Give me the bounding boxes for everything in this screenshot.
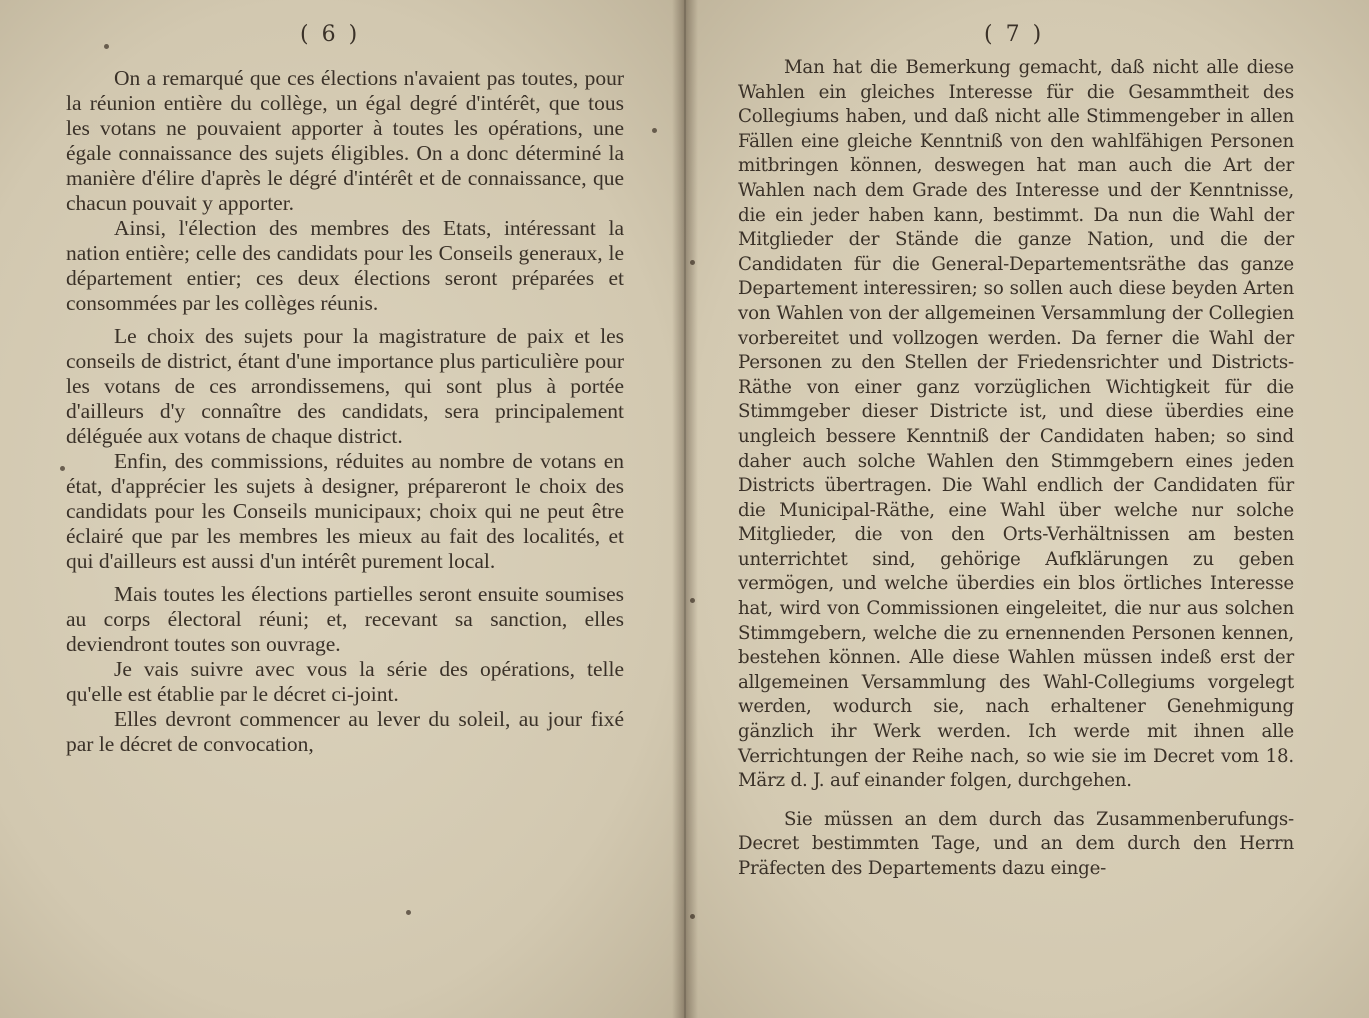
ink-speck — [652, 128, 657, 133]
left-page — [0, 0, 684, 1018]
right-page — [684, 0, 1369, 1018]
paragraph: Elles devront commencer au lever du soleil, au jour fixé par le décret de convocation, — [66, 707, 624, 756]
ink-speck — [60, 466, 65, 471]
page-text-german — [738, 56, 1294, 882]
book-gutter — [672, 0, 698, 1018]
paragraph: Ainsi, l'élection des membres des Etats, intéressant la nation entière; celle des candidats pour les Conseils generaux, le département entier; ces deux élections seront préparées et consommées par les collèges réunis. — [66, 216, 624, 315]
page-number: ( 7 ) — [984, 22, 1045, 47]
paragraph: Sie müssen an dem durch das Zusammenberufungs-Decret bestimmten Tage, und an dem durch den Herrn Präfecten des Departements dazu einge- — [738, 808, 1294, 879]
ink-speck — [406, 910, 411, 915]
paragraph: Man hat die Bemerkung gemacht, daß nicht alle diese Wahlen ein gleiches Interesse für die Gesammtheit des Collegiums haben, und daß nicht alle Stimmengeber in allen Fällen eine gleiche Kenntniß von den wahlfähigen Personen mitbringen können, deswegen hat man auch die Art der Wahlen nach dem Grade des Interesse und der Kenntnisse, die ein jeder haben kann, bestimmt. Da nun die Wahl der Mitglieder der Stände die ganze Nation, und die der Candidaten für die General-Departementsräthe das ganze Departement interessiren; so sollen auch diese beyden Arten von Wahlen von der allgemeinen Versammlung der Collegien vorbereitet und vollzogen werden. Da ferner die Wahl der Personen zu den Stellen der Friedensrichter und Districts-Räthe von einer ganz vorzüglichen Wichtigkeit für die Stimmgeber dieser Districte ist, und diese überdies eine ungleich bessere Kenntniß der Candidaten haben; so sind daher auch solche Wahlen den Stimmgebern eines jeden Districts übertragen. Die Wahl endlich der Candidaten für die Municipal-Räthe, eine Wahl über welche nur solche Mitglieder, die von den Orts-Verhältnissen am besten unterrichtet sind, gehörige Aufklärungen zu geben vermögen, und welche überdies ein blos örtliches Interesse hat, wird von Commissionen eingeleitet, die nur aus solchen Stimmgebern, welche die zu ernennenden Personen kennen, bestehen können. Alle diese Wahlen müssen indeß erst der allgemeinen Versammlung des Wahl-Collegiums vorgelegt werden, wodurch sie, nach erhaltener Genehmigung gänzlich ihr Werk werden. Ich werde mit ihnen alle Verrichtungen der Reihe nach, so wie sie im Decret vom 18. März d. J. auf einander folgen, durchgehen. — [738, 57, 1294, 792]
paragraph: Mais toutes les élections partielles seront ensuite soumises au corps électoral réuni; et, recevant sa sanction, elles deviendront toutes son ouvrage. — [66, 582, 624, 656]
ink-speck — [104, 44, 109, 49]
paragraph: Je vais suivre avec vous la série des opérations, telle qu'elle est établie par le décret ci-joint. — [66, 657, 624, 706]
paragraph: Enfin, des commissions, réduites au nombre de votans en état, d'apprécier les sujets à designer, prépareront le choix des candidats pour les Conseils municipaux; choix qui ne peut être éclairé que par les membres les mieux au fait des localités, et qui d'ailleurs est aussi d'un intérêt purement local. — [66, 449, 624, 573]
paragraph: On a remarqué que ces élections n'avaient pas toutes, pour la réunion entière du collège, un égal degré d'intérêt, que tous les votans ne pouvaient apporter à toutes les opérations, une égale connaissance des sujets éligibles. On a donc déterminé la manière d'élire d'après le dégré d'intérêt et de connaissance, que chacun pouvait y apporter. — [66, 66, 624, 215]
page-number: ( 6 ) — [300, 22, 361, 47]
paragraph: Le choix des sujets pour la magistrature de paix et les conseils de district, étant d'une importance plus particulière pour les votans de ces arrondissemens, qui sont plus à portée d'ailleurs d'y connaître des candidats, sera principalement déléguée aux votans de chaque district. — [66, 324, 624, 448]
page-text-french — [66, 66, 624, 757]
